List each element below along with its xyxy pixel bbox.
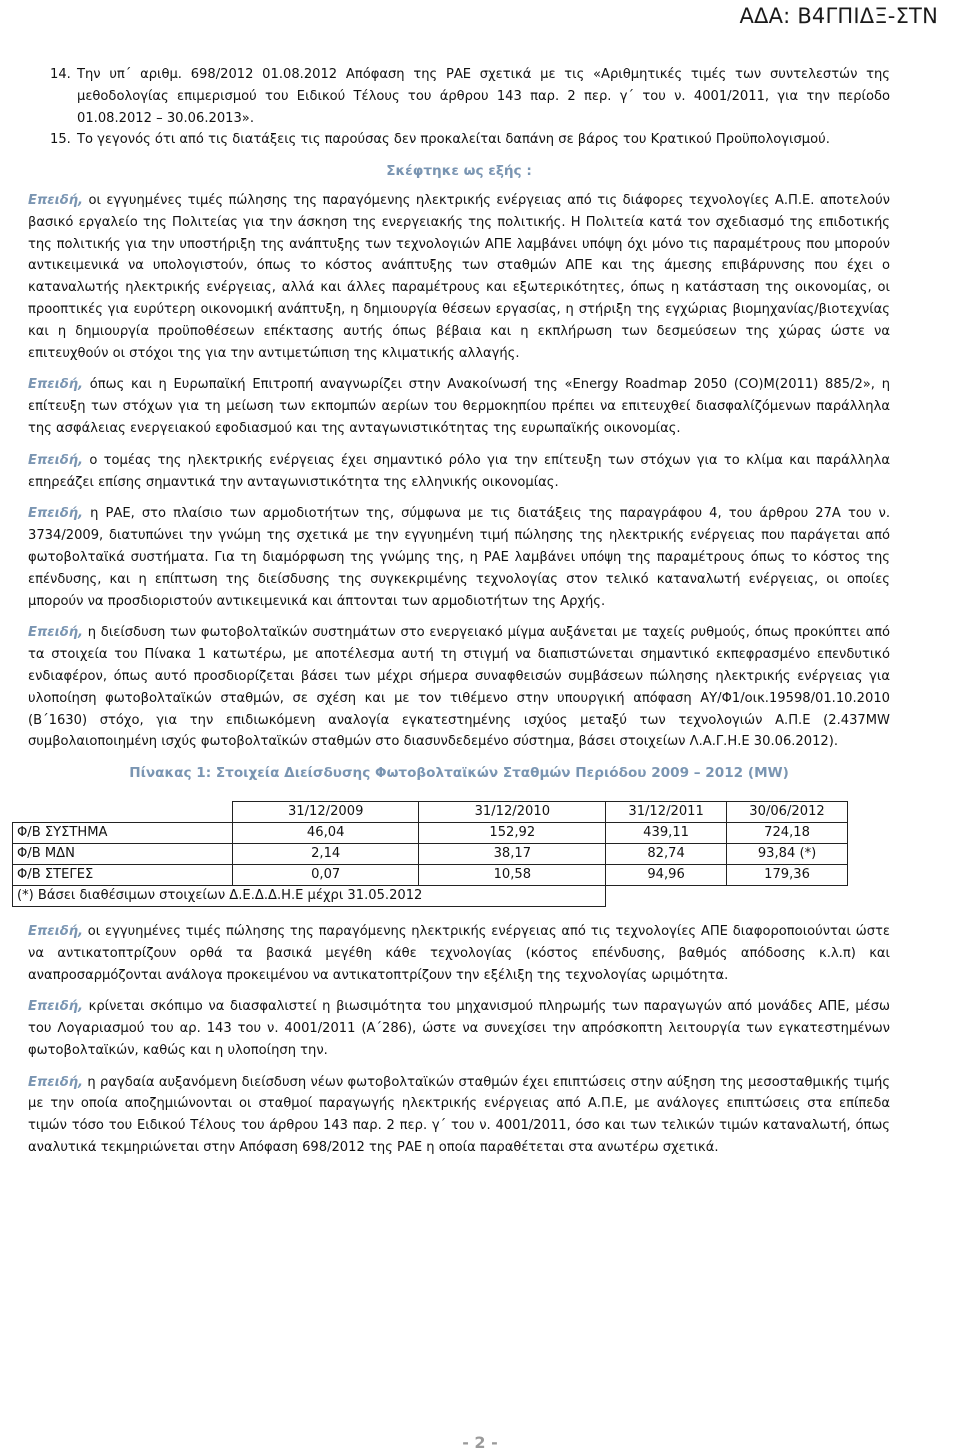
table-header-cell: 31/12/2011	[606, 801, 727, 822]
table-header-cell: 31/12/2009	[232, 801, 419, 822]
pv-penetration-table	[12, 801, 848, 907]
paragraph	[28, 921, 890, 986]
table-row	[13, 843, 848, 864]
document-body	[17, 64, 890, 1159]
paragraph-text: η ραγδαία αυξανόμενη διείσδυση νέων φωτοβολταϊκών σταθμών έχει επιπτώσεις στην αύξηση της μεσοσταθμικής τιμής με την οποία αποζημιώνονται οι σταθμοί παραγωγής ηλεκτρικής ενέργειας από Α.Π.Ε, με ανάλογες επιπτώσεις στα επίπεδα τιμών τόσο του Ειδικού Τέλους του άρθρου 143 παρ. 2 περ. γ΄ του ν. 4001/2011, όσο και των τελικών τιμών καταναλωτή, όπως αναλυτικά τεκμηριώνεται στην Απόφαση 698/2012 της ΡΑΕ η οποία παραθέτεται στα ανωτέρω σχετικά.	[28, 1074, 890, 1156]
table-cell: 179,36	[727, 864, 848, 885]
paragraph	[28, 374, 890, 439]
row-label: Φ/Β ΜΔΝ	[13, 843, 233, 864]
table-cell: 439,11	[606, 822, 727, 843]
table-note-row	[13, 885, 848, 906]
paragraph	[28, 996, 890, 1061]
paragraph-text: ο τομέας της ηλεκτρικής ενέργειας έχει σημαντικό ρόλο για την επίτευξη των στόχων για το κλίμα και παράλληλα επηρεάζει επίσης σημαντικά την ανταγωνιστικότητα της ελληνικής οικονομίας.	[28, 452, 890, 490]
ada-code: ΑΔΑ: Β4ΓΠΙΔΞ-ΣΤΝ	[739, 4, 938, 28]
paragraph-text: η διείσδυση των φωτοβολταϊκών συστημάτων στο ενεργειακό μίγμα αυξάνεται με ταχείς ρυθμούς, όπως προκύπτει από τα στοιχεία του Πίνακα 1 κατωτέρω, με αποτέλεσμα αυτή τη στιγμή να διαπιστώνεται σημαντικό εκπεφρασμένο επενδυτικό ενδιαφέρον, όπως αυτό προσδιορίζεται βάσει των μέχρι σήμερα συναφθεισών συμβάσεων πώλησης ηλεκτρικής ενέργειας για υλοποίηση φωτοβολταϊκών σταθμών, σε σχέση και με τον τιθέμενο στην υπουργική απόφαση ΑΥ/Φ1/οικ.19598/01.10.2010 (Β΄1630) στόχο, για την επιδιωκόμενη αναλογία εγκατεστημένης ισχύος μεταξύ των τεχνολογιών Α.Π.Ε (2.437MW συμβολαιοποιημένη ισχύς φωτοβολταϊκών σταθμών στο διασυνδεδεμένο σύστημα, βάσει στοιχείων Λ.Α.Γ.Η.Ε 30.06.2012).	[28, 625, 890, 750]
table-note: (*) Βάσει διαθέσιμων στοιχείων Δ.Ε.Δ.Δ.Η.Ε μέχρι 31.05.2012	[13, 885, 606, 906]
paragraph-text: οι εγγυημένες τιμές πώλησης της παραγόμενης ηλεκτρικής ενέργειας από τις διάφορες τεχνολογίες Α.Π.Ε. αποτελούν βασικό εργαλείο της Πολιτείας για την άσκηση της ενεργειακής της πολιτικής. Η Πολιτεία κατά τον σχεδιασμό της επιδοτικής της πολιτικής για την υποστήριξη της ανάπτυξης των τεχνολογιών ΑΠΕ λαμβάνει υπόψη όχι μόνο τις παραμέτρους που μπορούν αντικειμενικά να υπολογιστούν, όπως το κόστος ανάπτυξης των σταθμών ΑΠΕ και της άμεσης επιβάρυνσης που έχει ο καταναλωτής ηλεκτρικής ενέργειας, αλλά και άλλες παραμέτρους και εξωτερικότητες, όπως η κατάσταση της οικονομίας, οι προοπτικές για ευρύτερη οικονομική ανάπτυξη, η δημιουργία θέσεων εργασίας, η στήριξη της εγχώριας βιομηχανίας/βιοτεχνίας και η δημιουργία προϋποθέσεων επέκτασης αυτής όπως βέβαια και η εκπλήρωση των δεσμεύσεων της χώρας ώστε να επιτευχθούν οι στόχοι της για την αντιμετώπιση της κλιματικής αλλαγής.	[28, 192, 890, 361]
paragraph	[28, 503, 890, 612]
paragraph-text: κρίνεται σκόπιμο να διασφαλιστεί η βιωσιμότητα του μηχανισμού πληρωμής των παραγωγών από μονάδες ΑΠΕ, μέσω του Λογαριασμού του αρ. 143 του ν. 4001/2011 (Α΄286), ώστε να συνεχίσει την απρόσκοπτη λειτουργία των εγκατεστημένων φωτοβολταϊκών, καθώς και η υλοποίηση την.	[28, 999, 890, 1058]
lead-word: Επειδή,	[28, 625, 83, 641]
lead-word: Επειδή,	[28, 506, 83, 522]
list-text: Το γεγονός ότι από τις διατάξεις τις παρούσας δεν προκαλείται δαπάνη σε βάρος του Κρατικού Προϋπολογισμού.	[77, 132, 830, 148]
lead-word: Επειδή,	[28, 377, 83, 393]
list-number: 15.	[50, 132, 71, 148]
table-cell: 82,74	[606, 843, 727, 864]
page-number: - 2 -	[462, 1433, 498, 1452]
paragraph	[28, 190, 890, 364]
section-heading: Σκέφτηκε ως εξής :	[386, 163, 532, 180]
row-label: Φ/Β ΣΥΣΤΗΜΑ	[13, 822, 233, 843]
table-cell: 152,92	[419, 822, 606, 843]
table-row	[13, 864, 848, 885]
paragraph-text: οι εγγυημένες τιμές πώλησης της παραγόμενης ηλεκτρικής ενέργειας από τις τεχνολογίες ΑΠΕ διαφοροποιούνται ώστε να αντικατοπτρίζουν ορθά τα βασικά μεγέθη κάθε τεχνολογίας (κόστος επένδυσης, βαθμός απόδοσης κ.λ.π) και αναπροσαρμόζονται ανάλογα προκειμένου να αντικατοπτρίζουν την εξέλιξη της τεχνολογίας ωριμότητα.	[28, 923, 890, 983]
table-cell: 724,18	[727, 822, 848, 843]
table-corner-cell	[13, 801, 233, 822]
paragraph	[28, 450, 890, 494]
lead-word: Επειδή,	[28, 999, 83, 1015]
list-item-14	[28, 64, 890, 129]
table-header-row	[13, 801, 848, 822]
table-cell: 38,17	[419, 843, 606, 864]
lead-word: Επειδή,	[28, 192, 83, 208]
table-title: Πίνακας 1: Στοιχεία Διείσδυσης Φωτοβολταϊκών Σταθμών Περιόδου 2009 – 2012 (MW)	[129, 765, 789, 782]
list-item-15	[28, 129, 890, 151]
lead-word: Επειδή,	[28, 452, 83, 468]
table-cell: 0,07	[232, 864, 419, 885]
paragraph-text: όπως και η Ευρωπαϊκή Επιτροπή αναγνωρίζει στην Ανακοίνωσή της «Energy Roadmap 2050 (CO)M(2011) 885/2», η επίτευξη των στόχων για τη μείωση των εκπομπών αερίων του θερμοκηπίου πρέπει να επιτευχθεί διασφαλίζόμενων παράλληλα της ασφάλειας ενεργειακού εφοδιασμού και της ανταγωνιστικότητας της ευρωπαϊκής οικονομίας.	[28, 377, 890, 436]
paragraph	[28, 1072, 890, 1159]
table-cell: 46,04	[232, 822, 419, 843]
paragraph-text: η ΡΑΕ, στο πλαίσιο των αρμοδιοτήτων της, σύμφωνα με τις διατάξεις της παραγράφου 4, του άρθρου 27Α του ν. 3734/2009, διατυπώνει την γνώμη της σχετικά με την εγγυημένη τιμή πώλησης της ηλεκτρικής ενέργειας που παράγεται από φωτοβολταϊκά συστήματα. Για τη διαμόρφωση της γνώμης της, η ΡΑΕ λαμβάνει υπόψη της παραμέτρους όπως το κόστος της επένδυσης, και η επίπτωση της διείσδυσης της συγκεκριμένης τεχνολογίας στον τελικό καταναλωτή ενέργειας, οι οποίες μπορούν να προσδιοριστούν αντικειμενικά και άπτονται των αρμοδιοτήτων της Αρχής.	[28, 506, 890, 609]
list-number: 14.	[50, 67, 71, 82]
lead-word: Επειδή,	[28, 1074, 83, 1090]
table-cell: 2,14	[232, 843, 419, 864]
paragraph	[28, 622, 890, 753]
list-text: Την υπ΄ αριθμ. 698/2012 01.08.2012 Απόφαση της ΡΑΕ σχετικά με τις «Αριθμητικές τιμές των συντελεστών της μεθοδολογίας επιμερισμού του Ειδικού Τέλους του άρθρου 143 παρ. 2 περ. γ΄ του ν. 4001/2011, για την περίοδο 01.08.2012 – 30.06.2013».	[77, 67, 890, 126]
table-header-cell: 30/06/2012	[727, 801, 848, 822]
lead-word: Επειδή,	[28, 923, 83, 939]
table-header-cell: 31/12/2010	[419, 801, 606, 822]
table-cell: 93,84 (*)	[727, 843, 848, 864]
row-label: Φ/Β ΣΤΕΓΕΣ	[13, 864, 233, 885]
table-row	[13, 822, 848, 843]
table-cell: 94,96	[606, 864, 727, 885]
table-cell: 10,58	[419, 864, 606, 885]
